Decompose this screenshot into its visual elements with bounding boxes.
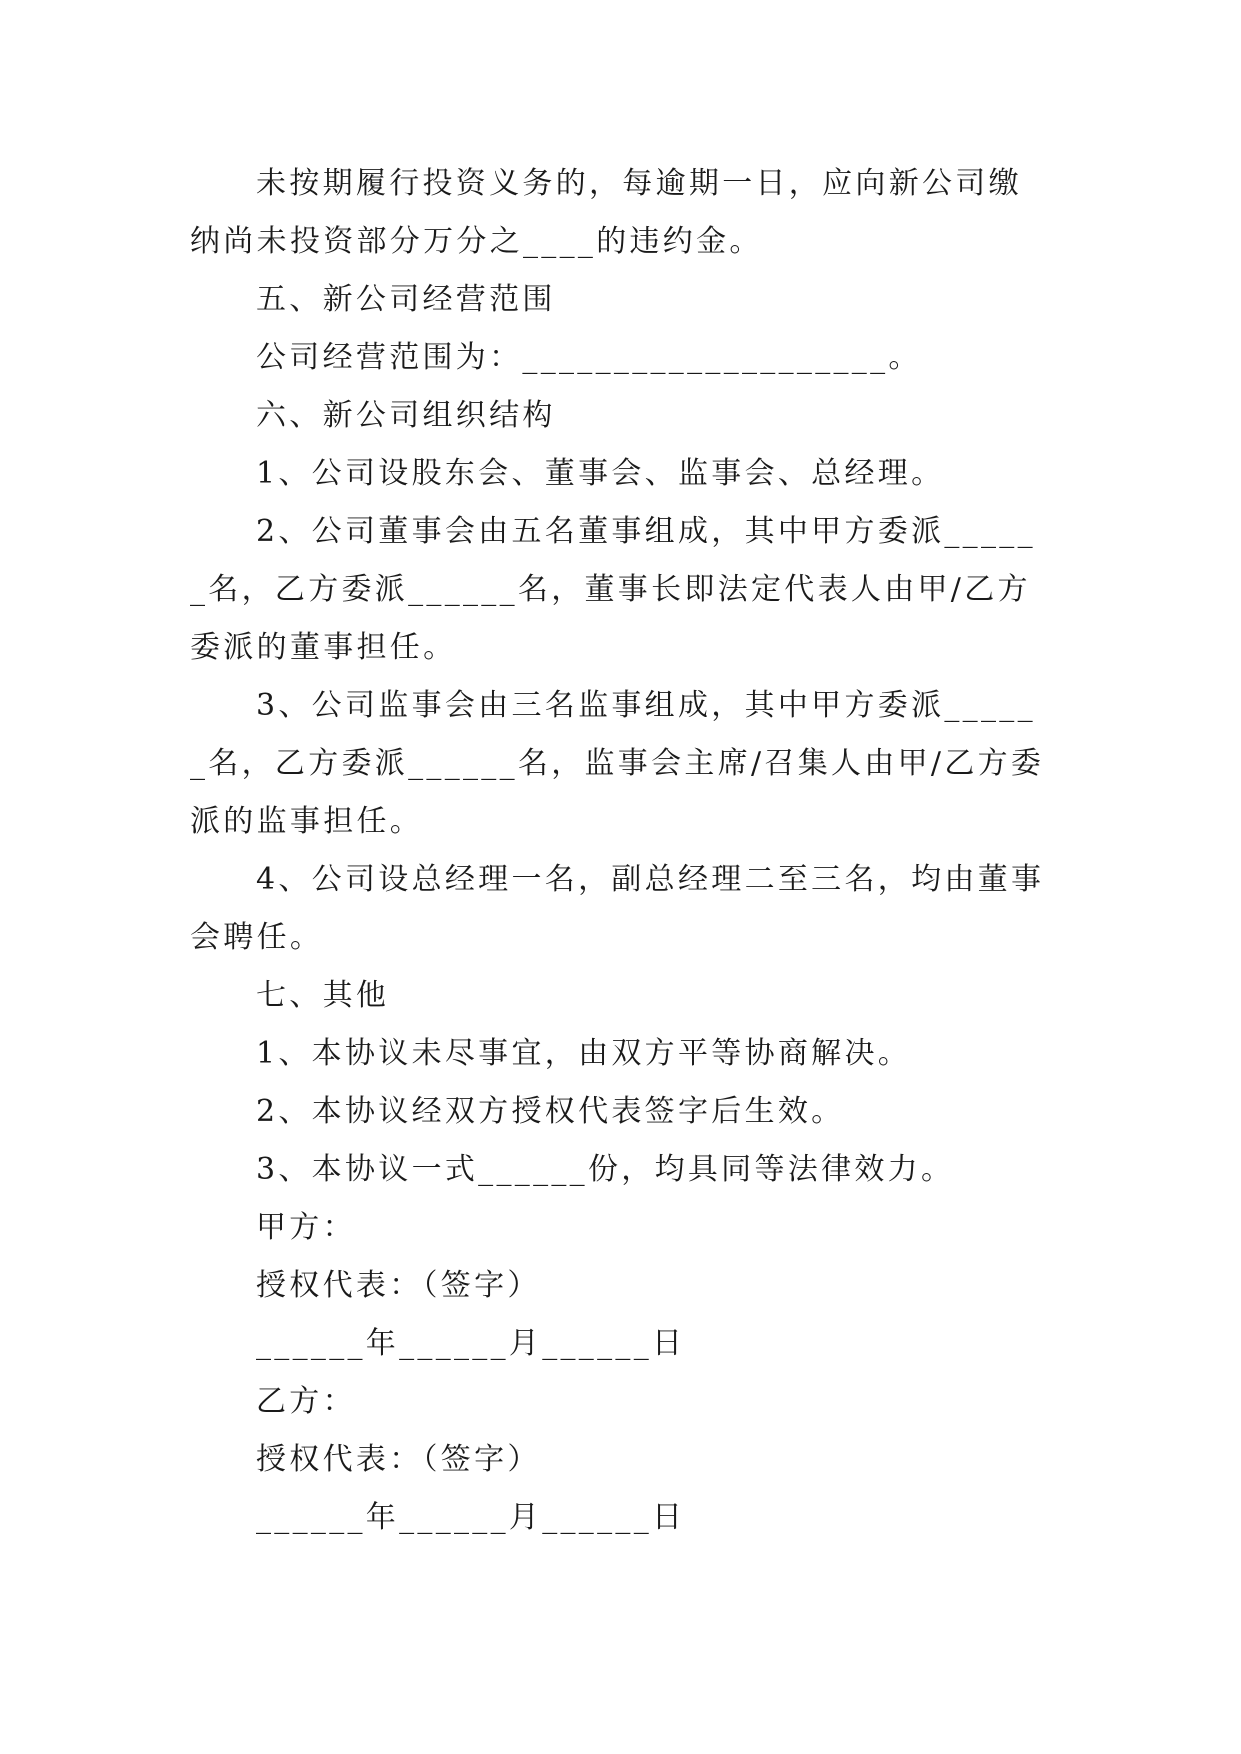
party-a-representative: 授权代表：（签字）	[256, 1268, 541, 1303]
paragraph-other-1: 1、本协议未尽事宜，由双方平等协商解决。	[256, 1036, 912, 1071]
paragraph-org-3-supervisors: 3、公司监事会由三名监事组成，其中甲方委派______名，乙方委派______名，监事会主席/召集人由甲/乙方委派的监事担任。	[190, 688, 1045, 839]
paragraph-other-2: 2、本协议经双方授权代表签字后生效。	[256, 1094, 845, 1129]
paragraph-org-1: 1、公司设股东会、董事会、监事会、总经理。	[256, 456, 945, 491]
party-a-label: 甲方：	[256, 1210, 356, 1245]
paragraph-other-3: 3、本协议一式______份，均具同等法律效力。	[256, 1152, 955, 1187]
party-a-signature-block	[190, 1199, 1050, 1373]
heading-business-scope: 五、新公司经营范围	[256, 282, 556, 317]
heading-other: 七、其他	[256, 978, 390, 1013]
heading-org-structure: 六、新公司组织结构	[256, 398, 556, 433]
paragraph-org-4-manager: 4、公司设总经理一名，副总经理二至三名，均由董事会聘任。	[190, 862, 1045, 955]
party-b-label: 乙方：	[256, 1384, 356, 1419]
party-b-representative: 授权代表：（签字）	[256, 1442, 541, 1477]
document-page	[190, 155, 1050, 1547]
party-b-date: ______年______月______日	[256, 1500, 686, 1535]
paragraph-penalty: 未按期履行投资义务的，每逾期一日，应向新公司缴纳尚未投资部分万分之____的违约金。	[190, 166, 1022, 259]
paragraph-business-scope: 公司经营范围为：____________________。	[256, 340, 922, 375]
paragraph-org-2-board: 2、公司董事会由五名董事组成，其中甲方委派______名，乙方委派______名，董事长即法定代表人由甲/乙方委派的董事担任。	[190, 514, 1036, 665]
party-a-date: ______年______月______日	[256, 1326, 686, 1361]
party-b-signature-block	[190, 1373, 1050, 1547]
